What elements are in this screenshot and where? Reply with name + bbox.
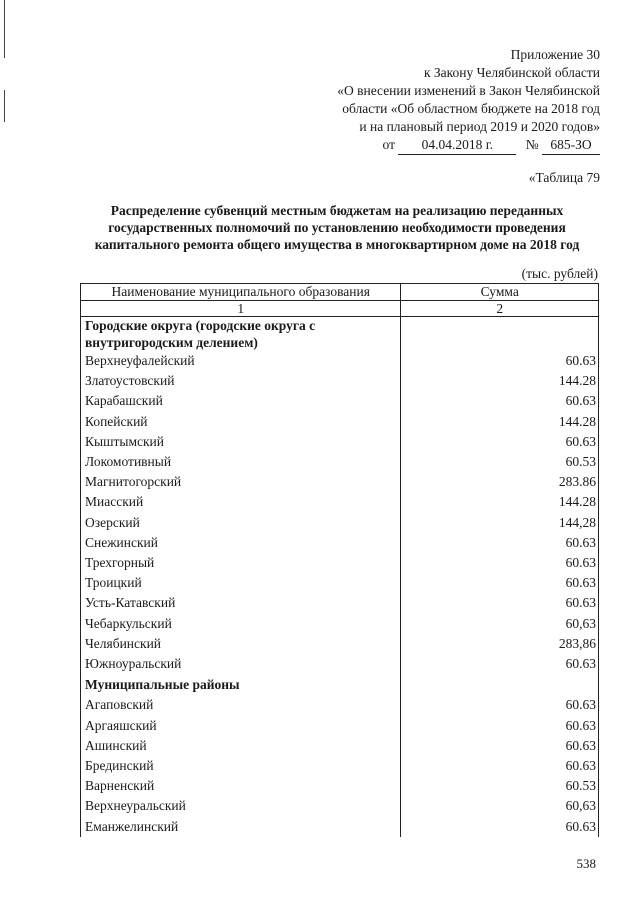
municipality-name: Брединский — [81, 756, 401, 776]
group-value — [401, 674, 599, 695]
municipality-name: Варненский — [81, 776, 401, 796]
amount-value: 60.63 — [401, 391, 599, 411]
table-row — [81, 452, 599, 472]
table-row — [81, 716, 599, 736]
table-row — [81, 533, 599, 553]
table-body — [81, 317, 599, 837]
municipality-name: Южноуральский — [81, 654, 401, 674]
municipality-name: Копейский — [81, 412, 401, 432]
column-header-amount: Сумма — [401, 284, 599, 301]
amount-value: 60.53 — [401, 452, 599, 472]
table-row — [81, 412, 599, 432]
law-title-line-2: области «Об областном бюджете на 2018 год — [342, 101, 600, 116]
amount-value: 144.28 — [401, 492, 599, 512]
appendix-number: Приложение 30 — [510, 47, 600, 62]
document-title: Распределение субвенций местным бюджетам на реализацию переданных государственных полномочий по установлению необходимости проведения капитального ремонта общего имущества в многоквартирном доме на 2018 год — [94, 203, 580, 252]
table-label: «Таблица 79 — [528, 170, 600, 185]
table-row — [81, 654, 599, 674]
municipality-name: Карабашский — [81, 391, 401, 411]
table-row — [81, 736, 599, 756]
amount-value: 60.63 — [401, 573, 599, 593]
amount-value: 60.63 — [401, 553, 599, 573]
group-value — [401, 317, 599, 352]
municipality-name: Магнитогорский — [81, 472, 401, 492]
amount-value: 283.86 — [401, 472, 599, 492]
amount-value: 60.63 — [401, 756, 599, 776]
municipality-name: Трехгорный — [81, 553, 401, 573]
municipality-name: Кыштымский — [81, 432, 401, 452]
column-number-2: 2 — [401, 301, 599, 317]
table-row — [81, 492, 599, 512]
law-title-line-1: «О внесении изменений в Закон Челябинской — [337, 83, 600, 98]
table-row — [81, 614, 599, 634]
table-row — [81, 513, 599, 533]
group-row — [81, 674, 599, 695]
municipality-name: Ашинский — [81, 736, 401, 756]
municipality-name: Чебаркульский — [81, 614, 401, 634]
municipality-name: Верхнеуфалейский — [81, 351, 401, 371]
table-row — [81, 553, 599, 573]
municipality-name: Агаповский — [81, 695, 401, 715]
amount-value: 60.63 — [401, 654, 599, 674]
group-title: Городские округа (городские округа с внутригородским делением) — [81, 317, 401, 352]
amount-value: 144,28 — [401, 513, 599, 533]
table-row — [81, 573, 599, 593]
municipality-name: Еманжелинский — [81, 817, 401, 837]
amount-value: 60,63 — [401, 614, 599, 634]
table-row — [81, 695, 599, 715]
column-header-name: Наименование муниципального образования — [81, 284, 401, 301]
appendix-header — [337, 46, 600, 155]
law-title-line-3: и на плановый период 2019 и 2020 годов» — [359, 119, 600, 134]
table-row — [81, 371, 599, 391]
amount-value: 60.63 — [401, 695, 599, 715]
amount-value: 60.63 — [401, 716, 599, 736]
amount-value: 144.28 — [401, 412, 599, 432]
from-label: от — [382, 137, 395, 152]
amount-value: 283,86 — [401, 634, 599, 654]
amount-value: 60.63 — [401, 593, 599, 613]
table-row — [81, 472, 599, 492]
municipality-name: Челябинский — [81, 634, 401, 654]
municipality-name: Локомотивный — [81, 452, 401, 472]
table-row — [81, 796, 599, 816]
scan-edge-line — [4, 90, 5, 122]
table-row — [81, 391, 599, 411]
law-number: 685-ЗО — [542, 136, 600, 155]
municipality-name: Миасский — [81, 492, 401, 512]
table-row — [81, 776, 599, 796]
page-number: 538 — [576, 856, 596, 871]
amount-value: 60.63 — [401, 351, 599, 371]
number-label: № — [525, 137, 539, 152]
amount-value: 60.63 — [401, 736, 599, 756]
table-row — [81, 756, 599, 776]
amount-value: 60.53 — [401, 776, 599, 796]
amount-value: 60.63 — [401, 432, 599, 452]
municipality-name: Златоустовский — [81, 371, 401, 391]
municipality-name: Снежинский — [81, 533, 401, 553]
group-row — [81, 317, 599, 352]
amount-value: 60.63 — [401, 817, 599, 837]
law-reference: к Закону Челябинской области — [423, 65, 600, 80]
scan-edge-line — [4, 0, 5, 58]
municipality-name: Троицкий — [81, 573, 401, 593]
table-row — [81, 817, 599, 837]
table-row — [81, 432, 599, 452]
table-row — [81, 351, 599, 371]
law-date-number — [337, 136, 600, 155]
municipality-name: Верхнеуральский — [81, 796, 401, 816]
amount-value: 60,63 — [401, 796, 599, 816]
law-date: 04.04.2018 г. — [398, 136, 516, 155]
column-number-1: 1 — [81, 301, 401, 317]
municipality-name: Озерский — [81, 513, 401, 533]
group-title: Муниципальные районы — [81, 674, 401, 695]
table-row — [81, 593, 599, 613]
amount-value: 144.28 — [401, 371, 599, 391]
table-row — [81, 634, 599, 654]
municipality-name: Усть-Катавский — [81, 593, 401, 613]
subvention-table — [80, 283, 599, 837]
amount-value: 60.63 — [401, 533, 599, 553]
units-label: (тыс. рублей) — [521, 266, 598, 281]
municipality-name: Аргаяшский — [81, 716, 401, 736]
